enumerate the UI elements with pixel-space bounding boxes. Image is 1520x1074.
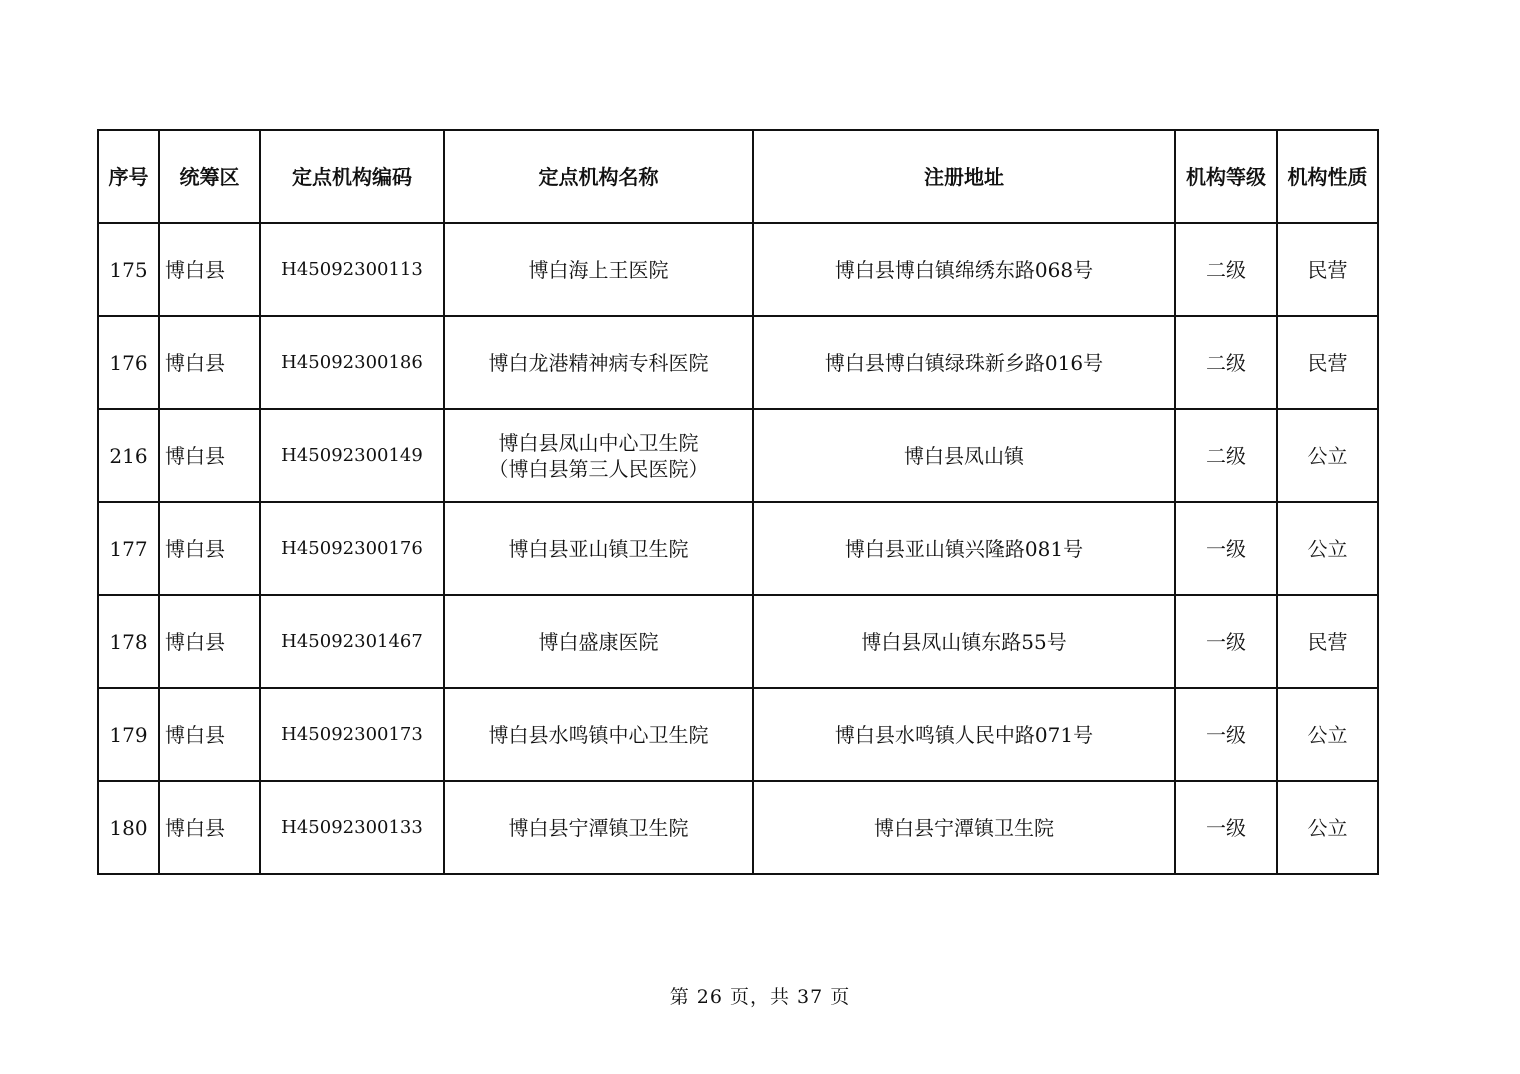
name-line: 博白县水鸣镇中心卫生院 bbox=[488, 722, 709, 747]
row-number: 177 bbox=[98, 502, 159, 595]
name-line: 博白县亚山镇卫生院 bbox=[508, 536, 689, 561]
address-cell: 博白县水鸣镇人民中路071号 bbox=[753, 688, 1175, 781]
name-cell bbox=[444, 223, 753, 316]
name-line: 博白县宁潭镇卫生院 bbox=[508, 815, 689, 840]
region-cell: 博白县 bbox=[159, 223, 260, 316]
table-row bbox=[98, 502, 1378, 595]
nature-cell: 民营 bbox=[1277, 316, 1378, 409]
nature-cell: 公立 bbox=[1277, 781, 1378, 874]
table-row bbox=[98, 595, 1378, 688]
region-cell: 博白县 bbox=[159, 688, 260, 781]
name-cell bbox=[444, 502, 753, 595]
nature-cell: 民营 bbox=[1277, 223, 1378, 316]
code-cell: H45092300113 bbox=[260, 223, 444, 316]
name-cell bbox=[444, 688, 753, 781]
header-cell: 统筹区 bbox=[159, 130, 260, 223]
region-cell: 博白县 bbox=[159, 409, 260, 502]
region-cell: 博白县 bbox=[159, 595, 260, 688]
address-cell: 博白县凤山镇 bbox=[753, 409, 1175, 502]
institution-table bbox=[97, 129, 1379, 875]
header-cell: 定点机构编码 bbox=[260, 130, 444, 223]
code-cell: H45092300133 bbox=[260, 781, 444, 874]
level-cell: 一级 bbox=[1175, 502, 1277, 595]
level-cell: 一级 bbox=[1175, 781, 1277, 874]
row-number: 180 bbox=[98, 781, 159, 874]
address-cell: 博白县宁潭镇卫生院 bbox=[753, 781, 1175, 874]
header-cell: 机构等级 bbox=[1175, 130, 1277, 223]
table-row bbox=[98, 409, 1378, 502]
nature-cell: 公立 bbox=[1277, 502, 1378, 595]
header-cell: 序号 bbox=[98, 130, 159, 223]
code-cell: H45092300176 bbox=[260, 502, 444, 595]
table-row bbox=[98, 223, 1378, 316]
table-row bbox=[98, 688, 1378, 781]
row-number: 175 bbox=[98, 223, 159, 316]
region-cell: 博白县 bbox=[159, 781, 260, 874]
region-cell: 博白县 bbox=[159, 502, 260, 595]
row-number: 176 bbox=[98, 316, 159, 409]
row-number: 178 bbox=[98, 595, 159, 688]
nature-cell: 公立 bbox=[1277, 409, 1378, 502]
code-cell: H45092300173 bbox=[260, 688, 444, 781]
name-cell bbox=[444, 316, 753, 409]
level-cell: 二级 bbox=[1175, 223, 1277, 316]
level-cell: 一级 bbox=[1175, 688, 1277, 781]
nature-cell: 公立 bbox=[1277, 688, 1378, 781]
table-header-row bbox=[98, 130, 1378, 223]
row-number: 179 bbox=[98, 688, 159, 781]
table-row bbox=[98, 316, 1378, 409]
level-cell: 二级 bbox=[1175, 409, 1277, 502]
name-line: 博白龙港精神病专科医院 bbox=[488, 350, 709, 375]
name-line: 博白盛康医院 bbox=[538, 629, 659, 654]
row-number: 216 bbox=[98, 409, 159, 502]
page-footer: 第 26 页，共 37 页 bbox=[669, 986, 851, 1008]
header-cell: 定点机构名称 bbox=[444, 130, 753, 223]
name-line: 博白县凤山中心卫生院 bbox=[498, 430, 699, 455]
name-cell bbox=[444, 595, 753, 688]
name-cell bbox=[444, 409, 753, 502]
header-cell: 机构性质 bbox=[1277, 130, 1378, 223]
address-cell: 博白县亚山镇兴隆路081号 bbox=[753, 502, 1175, 595]
code-cell: H45092301467 bbox=[260, 595, 444, 688]
table-row bbox=[98, 781, 1378, 874]
code-cell: H45092300186 bbox=[260, 316, 444, 409]
address-cell: 博白县凤山镇东路55号 bbox=[753, 595, 1175, 688]
region-cell: 博白县 bbox=[159, 316, 260, 409]
name-line: 博白海上王医院 bbox=[528, 257, 669, 282]
address-cell: 博白县博白镇绵绣东路068号 bbox=[753, 223, 1175, 316]
name-cell bbox=[444, 781, 753, 874]
address-cell: 博白县博白镇绿珠新乡路016号 bbox=[753, 316, 1175, 409]
level-cell: 一级 bbox=[1175, 595, 1277, 688]
name-line: （博白县第三人民医院） bbox=[488, 456, 709, 481]
header-cell: 注册地址 bbox=[753, 130, 1175, 223]
level-cell: 二级 bbox=[1175, 316, 1277, 409]
code-cell: H45092300149 bbox=[260, 409, 444, 502]
nature-cell: 民营 bbox=[1277, 595, 1378, 688]
